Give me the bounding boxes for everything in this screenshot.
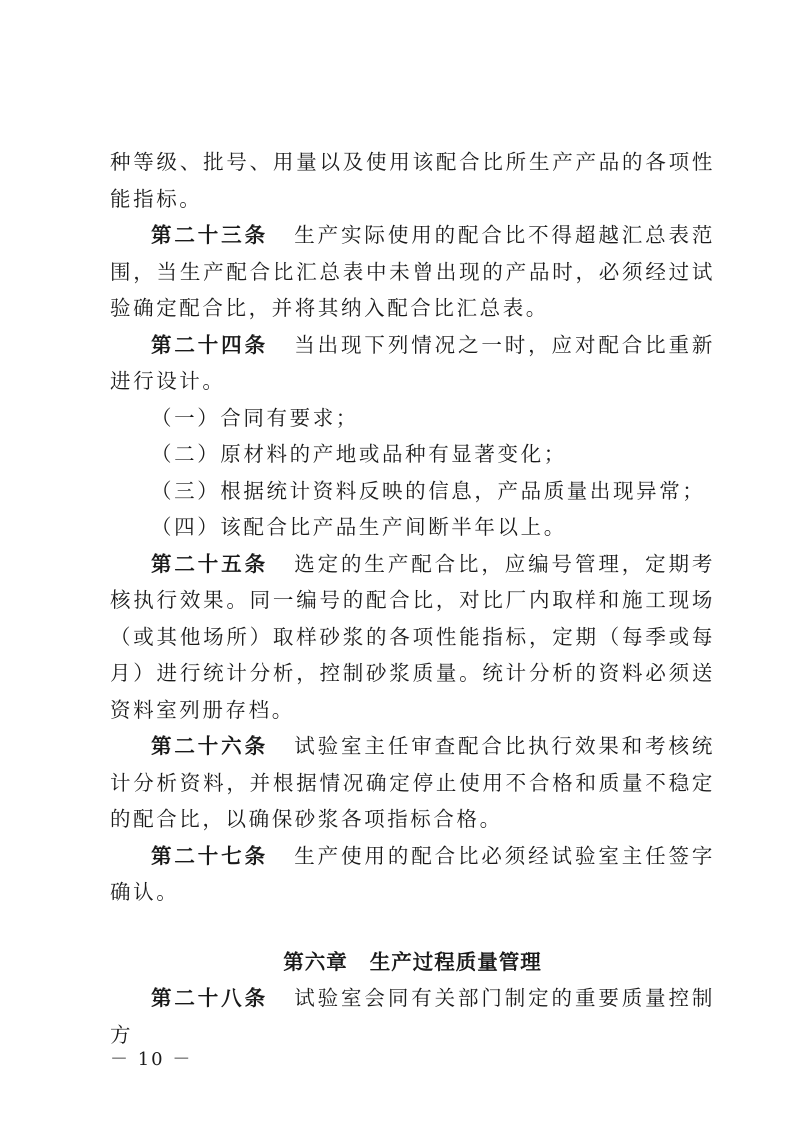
article-27 xyxy=(110,838,715,911)
chapter-number: 第六章 xyxy=(283,949,348,974)
article-text: 生产使用的配合比必须经试验室主任签字确认。 xyxy=(110,843,716,904)
list-item: （三）根据统计资料反映的信息，产品质量出现异常； xyxy=(151,478,706,503)
article-28 xyxy=(110,980,715,1053)
article-text: 试验室会同有关部门制定的重要质量控制方 xyxy=(110,986,716,1047)
article-26 xyxy=(110,728,715,838)
page-number: － 10 － xyxy=(110,1049,193,1070)
article-number: 第二十四条 xyxy=(151,332,268,357)
article-25 xyxy=(110,546,715,729)
article-text: 试验室主任审查配合比执行效果和考核统计分析资料，并根据情况确定停止使用不合格和质量不稳定的配合比，以确保砂浆各项指标合格。 xyxy=(110,734,716,831)
paragraph-text: 种等级、批号、用量以及使用该配合比所生产产品的各项性能指标。 xyxy=(110,150,715,211)
paragraph-continuation xyxy=(110,144,715,217)
chapter-title: 生产过程质量管理 xyxy=(369,949,542,974)
article-23 xyxy=(110,217,715,327)
list-item: （二）原材料的产地或品种有显著变化； xyxy=(151,442,567,466)
article-number: 第二十六条 xyxy=(151,734,268,758)
article-text: 生产实际使用的配合比不得超越汇总表范围，当生产配合比汇总表中未曾出现的产品时，必须经过试验确定配合比，并将其纳入配合比汇总表。 xyxy=(110,223,716,320)
article-24 xyxy=(110,327,715,400)
list-item: （一）合同有要求； xyxy=(151,405,359,430)
article-number: 第二十八条 xyxy=(151,986,268,1010)
list-item: （四）该配合比产品生产间断半年以上。 xyxy=(151,515,567,539)
article-number: 第二十七条 xyxy=(151,843,268,868)
article-text: 当出现下列情况之一时，应对配合比重新进行设计。 xyxy=(110,332,716,393)
article-number: 第二十五条 xyxy=(151,551,268,576)
chapter-heading xyxy=(110,944,715,981)
article-text: 选定的生产配合比，应编号管理，定期考核执行效果。同一编号的配合比，对比厂内取样和施工现场（或其他场所）取样砂浆的各项性能指标，定期（每季或每月）进行统计分析，控制砂浆质量。统计分析的资料必须送资料室列册存档。 xyxy=(110,551,716,722)
page-body xyxy=(110,144,715,1053)
article-number: 第二十三条 xyxy=(151,223,268,247)
